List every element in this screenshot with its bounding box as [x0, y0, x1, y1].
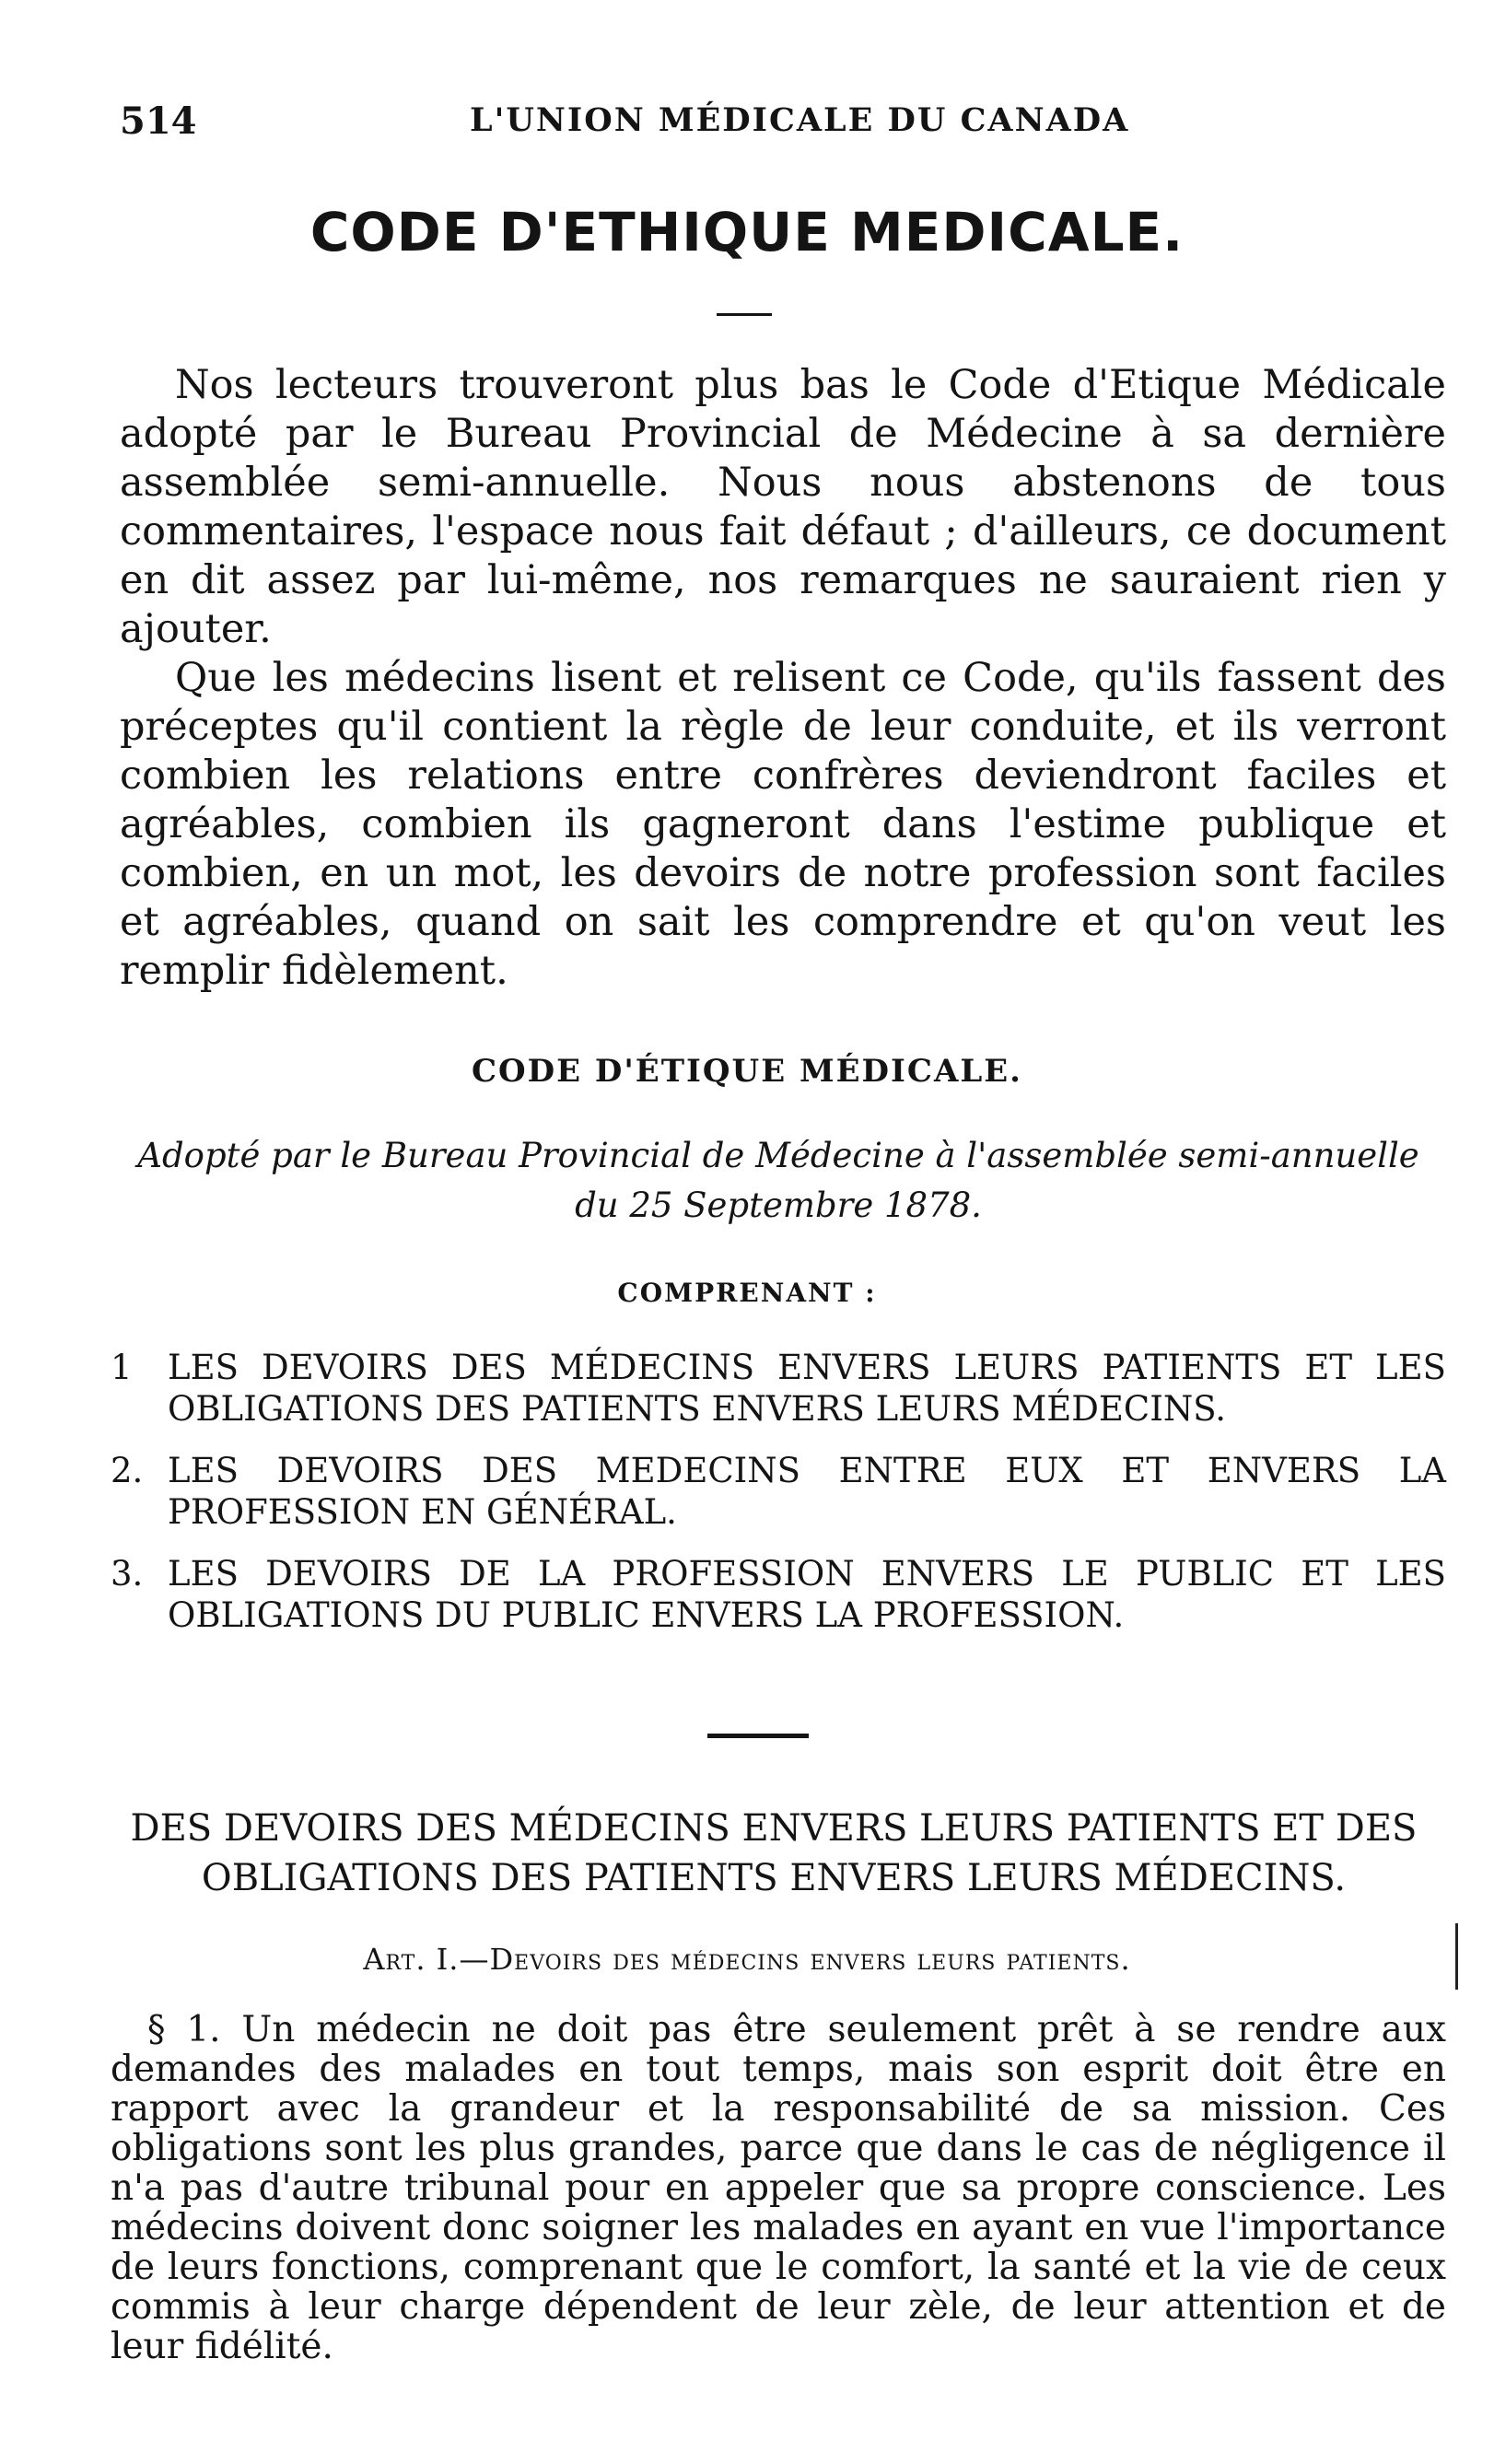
list-item: [111, 1347, 1446, 1430]
journal-title: L'UNION MÉDICALE DU CANADA: [470, 101, 1130, 139]
page-number: 514: [120, 99, 197, 143]
code-title: CODE D'ÉTIQUE MÉDICALE.: [472, 1053, 1022, 1090]
page-title: CODE D'ETHIQUE MEDICALE.: [309, 201, 1185, 263]
section-number: 3.: [111, 1554, 144, 1594]
list-item: [111, 1553, 1446, 1636]
intro-paragraph-1: Nos lecteurs trouveront plus bas le Code d'Etique Médicale adopté par le Bureau Provincial de Médecine à sa dernière assemblée semi-annuelle. Nous nous abstenons de tous commentaires, l'espace nous fait défaut ; d'ailleurs, ce document en dit assez par lui-même, nos remarques ne sauraient rien y ajouter.: [120, 362, 1446, 652]
intro-text: [120, 361, 1446, 996]
adoption-note: Adopté par le Bureau Provincial de Médecine à l'assemblée semi-annuelle du 25 Septembre 1878.: [137, 1136, 1419, 1225]
section-heading: DES DEVOIRS DES MÉDECINS ENVERS LEURS PATIENTS ET DES OBLIGATIONS DES PATIENTS ENVERS LEURS MÉDECINS.: [130, 1807, 1418, 1899]
running-head: [120, 99, 1439, 146]
section-list: [111, 1347, 1446, 1656]
margin-mark: [1455, 1923, 1458, 1990]
intro-paragraph-2: Que les médecins lisent et relisent ce Code, qu'ils fassent des préceptes qu'il contient la règle de leur conduite, et ils verront combien les relations entre confrères deviendront faciles et agréables, combien ils gagneront dans l'estime publique et combien, en un mot, les devoirs de notre profession sont faciles et agréables, quand on sait les comprendre et qu'on veut les remplir fidèlement.: [120, 655, 1446, 994]
section-divider: [707, 1734, 809, 1738]
comprenant-label: COMPRENANT :: [617, 1278, 877, 1308]
section-text: LES DEVOIRS DES MEDECINS ENTRE EUX ET ENVERS LA PROFESSION EN GÉNÉRAL.: [168, 1451, 1446, 1532]
article-paragraph: § 1. Un médecin ne doit pas être seulement prêt à se rendre aux demandes des malades en tout temps, mais son esprit doit être en rapport avec la grandeur et la responsabilité de sa mission. Ces obligations sont les plus grandes, parce que dans le cas de négligence il n'a pas d'autre tribunal pour en appeler que sa propre conscience. Les médecins doivent donc soigner les malades en ayant en vue l'importance de leurs fonctions, comprenant que le comfort, la santé et la vie de ceux commis à leur charge dépendent de leur zèle, de leur attention et de leur fidélité.: [111, 2009, 1446, 2367]
section-number: 1: [111, 1348, 133, 1387]
section-text: LES DEVOIRS DES MÉDECINS ENVERS LEURS PATIENTS ET LES OBLIGATIONS DES PATIENTS ENVERS LEURS MÉDECINS.: [168, 1348, 1446, 1429]
section-number: 2.: [111, 1451, 144, 1490]
section-text: LES DEVOIRS DE LA PROFESSION ENVERS LE PUBLIC ET LES OBLIGATIONS DU PUBLIC ENVERS LA PROFESSION.: [168, 1554, 1446, 1635]
list-item: [111, 1450, 1446, 1533]
article-heading: Art. I.—Devoirs des médecins envers leurs patients.: [363, 1942, 1131, 1977]
title-divider: [717, 313, 772, 316]
